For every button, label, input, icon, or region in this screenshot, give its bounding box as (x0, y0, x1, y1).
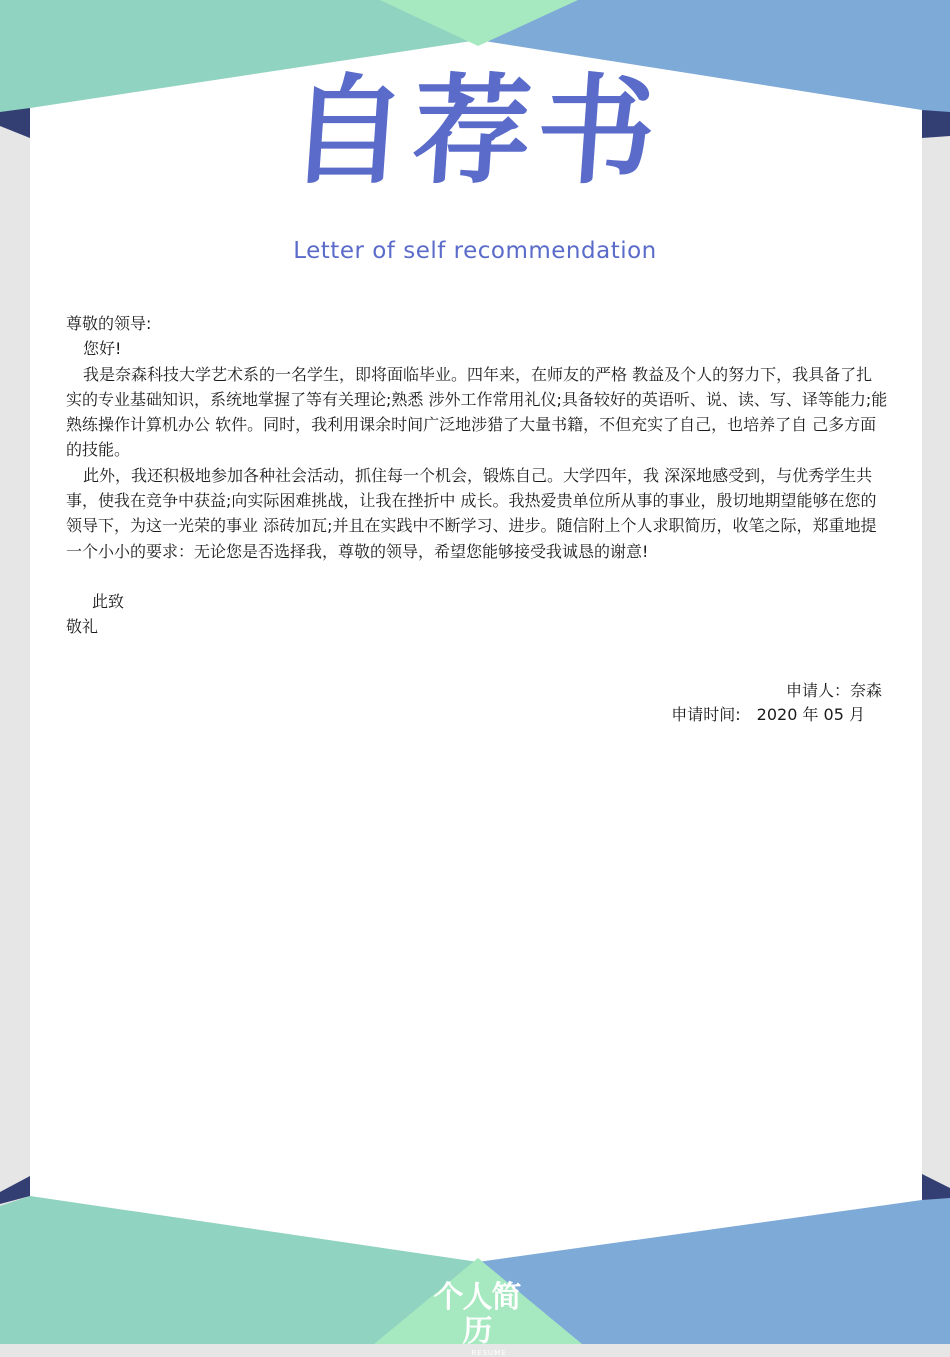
closing-ci-zhi: 此致 (92, 591, 125, 611)
paper-sheet (30, 40, 922, 1262)
title-chinese: 自荐书 (284, 61, 666, 200)
resume-logo (432, 1281, 522, 1357)
logo-subtext: RESUME (471, 1349, 507, 1357)
logo-mark: 个人简历 (433, 1280, 521, 1349)
title-english: Letter of self recommendation (293, 238, 657, 264)
signature-block (671, 679, 882, 727)
salutation: 尊敬的领导: (66, 314, 152, 333)
application-date: 申请时间: 2020 年 05 月 (671, 705, 865, 724)
closing-jing-li: 敬礼 (66, 617, 99, 637)
paragraph-1: 我是奈森科技大学艺术系的一名学生，即将面临毕业。四年来，在师友的严格 教益及个人的努力下，我具备了扎实的专业基础知识，系统地掌握了等有关理论;熟悉 涉外工作常用礼仪;具备较好的英语听、说、读、写、译等能力;能熟练操作计算机办公 软件。同时，我利用课余时间广泛地涉猎了大量书籍，不但充实了自己，也培养了自 己多方面的技能。 (66, 364, 888, 460)
greeting: 您好! (83, 339, 122, 359)
applicant-line: 申请人：奈森 (785, 681, 882, 700)
paragraph-2: 此外，我还积极地参加各种社会活动，抓住每一个机会，锻炼自己。大学四年，我 深深地感受到，与优秀学生共事，使我在竞争中获益;向实际困难挑战，让我在挫折中 成长。我热爱贵单位所从事的事业，殷切地期望能够在您的领导下，为这一光荣的事业 添砖加瓦;并且在实践中不断学习、进步。随信附上个人求职简历，收笔之际，郑重地提 一个小小的要求：无论您是否选择我，尊敬的领导，希望您能够接受我诚恳的谢意! (66, 465, 877, 561)
letter-body (66, 311, 888, 640)
